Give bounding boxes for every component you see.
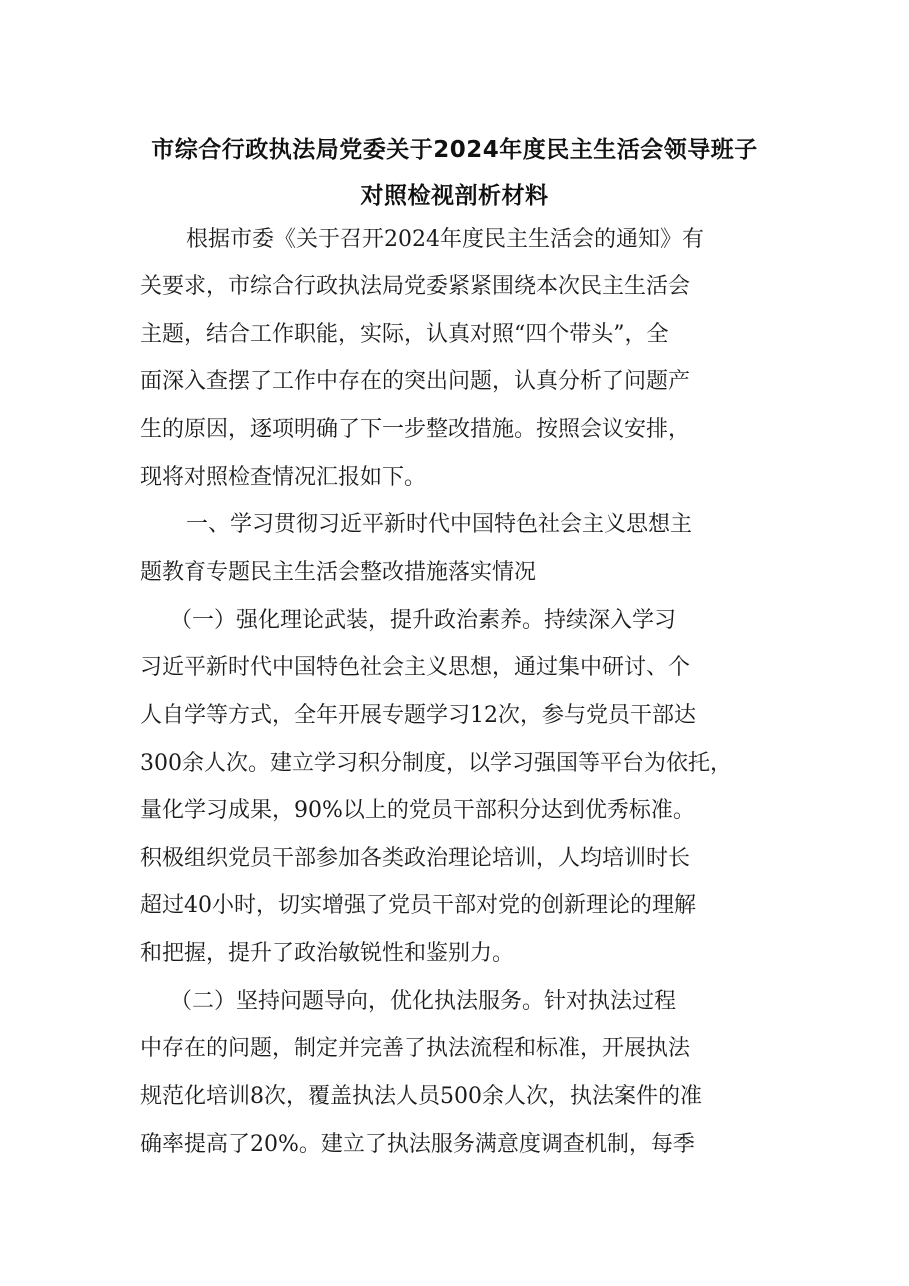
paragraph-line: 积极组织党员干部参加各类政治理论培训，人均培训时长 bbox=[140, 846, 691, 871]
document-title-line-2: 对照检视剖析材料 bbox=[360, 183, 549, 209]
paragraph-line: 面深入查摆了工作中存在的突出问题，认真分析了问题产 bbox=[140, 369, 691, 394]
section-heading-line: 一、学习贯彻习近平新时代中国特色社会主义思想主 bbox=[186, 512, 693, 537]
paragraph-line: 和把握，提升了政治敏锐性和鉴别力。 bbox=[140, 941, 515, 966]
paragraph-line: 现将对照检查情况汇报如下。 bbox=[140, 465, 427, 490]
paragraph-line: 生的原因，逐项明确了下一步整改措施。按照会议安排， bbox=[140, 417, 691, 442]
paragraph-line: 规范化培训8次，覆盖执法人员500余人次，执法案件的准 bbox=[140, 1084, 702, 1109]
paragraph-line: 根据市委《关于召开2024年度民主生活会的通知》有 bbox=[186, 227, 704, 252]
paragraph-line: （二）坚持问题导向，优化执法服务。针对执法过程 bbox=[170, 989, 677, 1014]
paragraph-line: （一）强化理论武装，提升政治素养。持续深入学习 bbox=[170, 608, 677, 633]
paragraph-line: 主题，结合工作职能，实际，认真对照“四个带头”，全 bbox=[140, 322, 669, 347]
document-title-line-1: 市综合行政执法局党委关于2024年度民主生活会领导班子 bbox=[151, 137, 758, 163]
paragraph-line: 中存在的问题，制定并完善了执法流程和标准，开展执法 bbox=[140, 1036, 691, 1061]
paragraph-line: 量化学习成果，90%以上的党员干部积分达到优秀标准。 bbox=[140, 798, 695, 823]
section-heading-line: 题教育专题民主生活会整改措施落实情况 bbox=[140, 560, 537, 585]
paragraph-line: 关要求，市综合行政执法局党委紧紧围绕本次民主生活会 bbox=[140, 274, 691, 299]
paragraph-line: 习近平新时代中国特色社会主义思想，通过集中研讨、个 bbox=[140, 655, 691, 680]
paragraph-line: 超过40小时，切实增强了党员干部对党的创新理论的理解 bbox=[140, 893, 696, 918]
paragraph-line: 确率提高了20%。建立了执法服务满意度调查机制，每季 bbox=[140, 1132, 695, 1157]
paragraph-line: 人自学等方式，全年开展专题学习12次，参与党员干部达 bbox=[140, 703, 696, 728]
paragraph-line: 300余人次。建立学习积分制度，以学习强国等平台为依托， bbox=[140, 751, 732, 776]
